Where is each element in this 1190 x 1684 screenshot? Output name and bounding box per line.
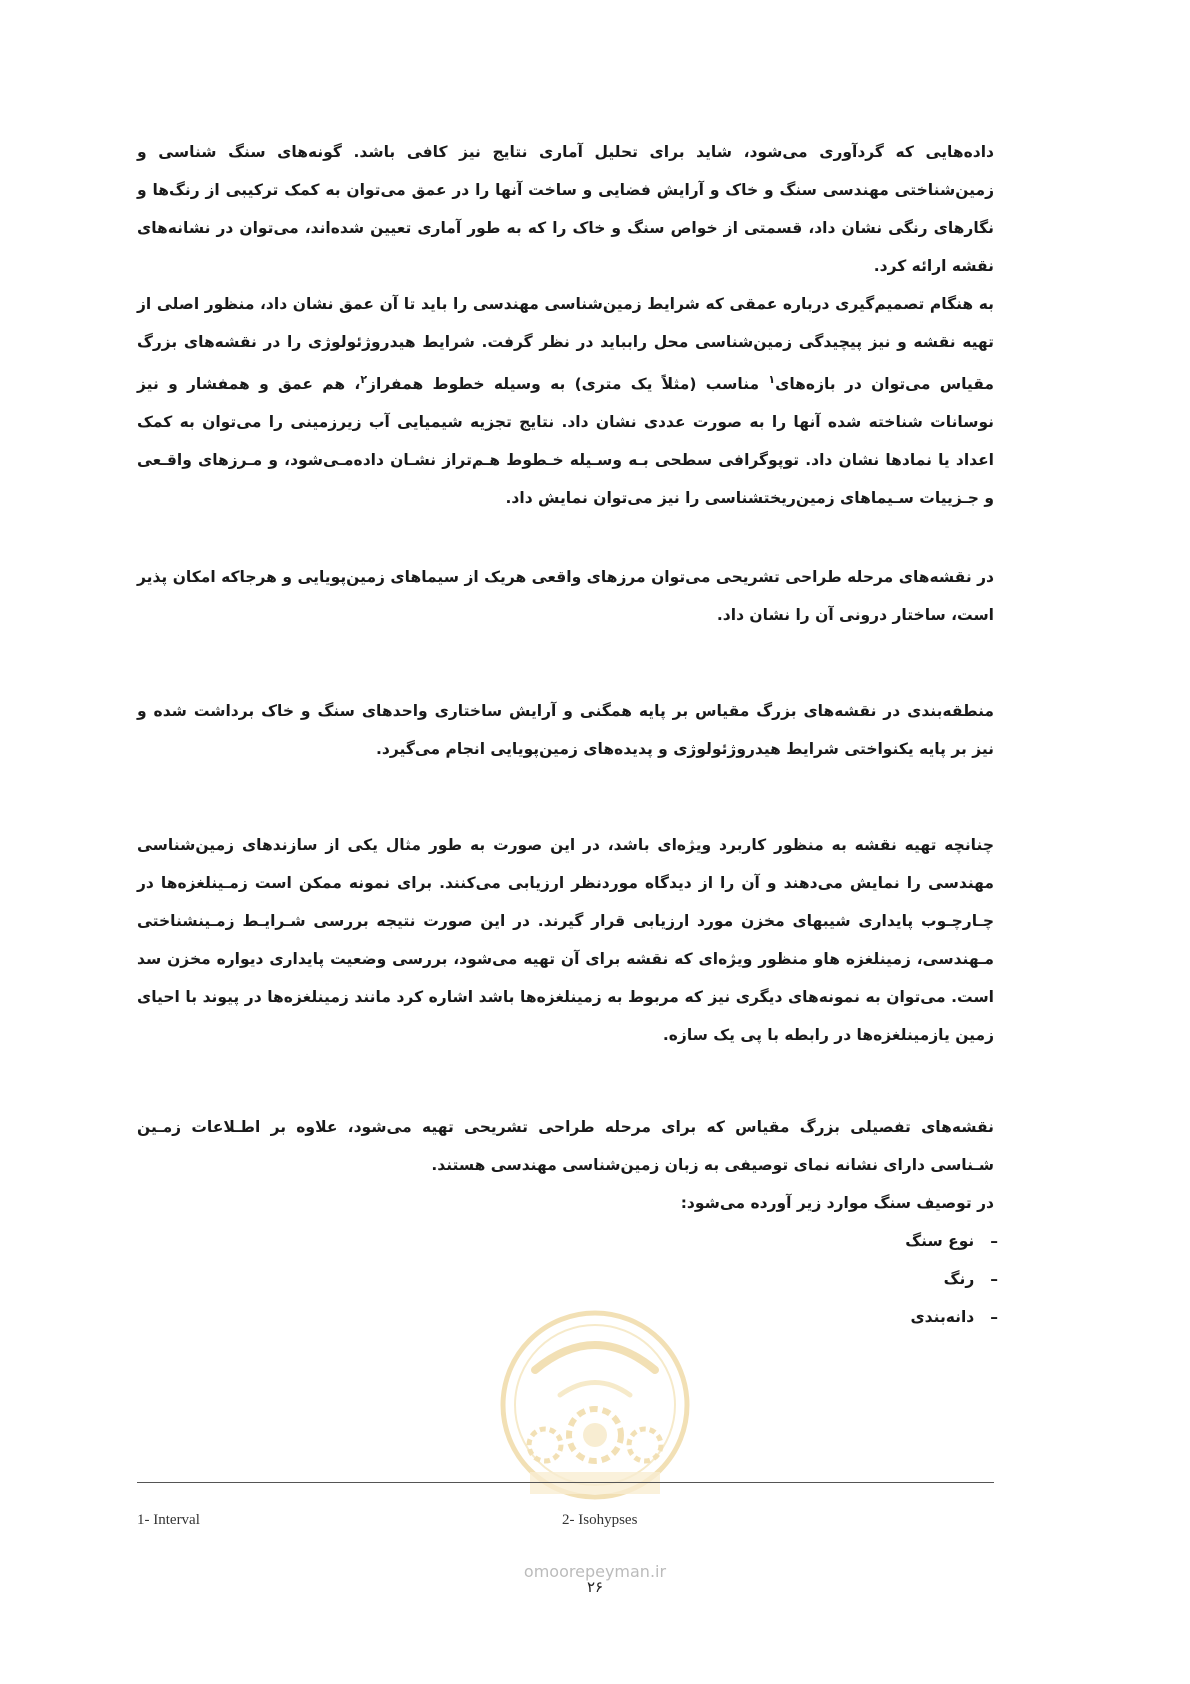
list-item-text: رنگ	[943, 1270, 975, 1288]
list-item-text: دانه‌بندی	[910, 1308, 975, 1326]
paragraph-2-part1: به هنگام تصمیم‌گیری درباره عمقی که شرایط زمین‌شناسی مهندسی را باید تا آن عمق نشان داد، منظور اصلی از تهیه نقشه و نیز پیچیدگی زمین‌شناسی محل رابباید در نظر گرفت. شرایط هیدروژئولوژی را در نقشه‌های بزرگ مقیاس می‌توان در بازه‌های	[137, 295, 994, 394]
paragraph-5: چنانچه تهیه نقشه به منظور کاربرد ویژه‌ای باشد، در این صورت به طور مثال یکی از سازندهای زمین‌شناسی مهندسی را نمایش می‌دهند و آن را از دیدگاه موردنظر ارزیابی می‌کنند. برای نمونه ممکن است زمـینلغزه‌ها در چـارچـوب پایداری شیبهای مخزن مورد ارزیابی قرار گیرند. در این صورت نتیجه بررسی شـرایـط زمـینشناختی مـهندسی، زمینلغزه هاو منظور ویژه‌ای که نقشه برای آن تهیه می‌شود، بررسی وضعیت پایداری دیواره مخزن سد است. می‌توان به نمونه‌های دیگری نیز که مربوط به زمینلغزه‌ها باشد اشاره کرد مانند زمینلغزه‌ها در پیوند با احیای زمین یازمینلغزه‌ها در رابطه با پی یک سازه.	[137, 836, 994, 1044]
paragraph-1: داده‌هایی که گردآوری می‌شود، شاید برای تحلیل آماری نتایج نیز کافی باشد. گونه‌های سنگ شناسی و زمین‌شناختی مهندسی سنگ و خاک و آرایش فضایی و ساخت آنها را در عمق می‌توان به کمک ترکیبی از رنگ‌ها و نگارهای رنگی نشان داد، قسمتی از خواص سنگ و خاک را که به طور آماری تعیین شده‌اند، می‌توان در نشانه‌های نقشه ارائه کرد.	[137, 143, 994, 275]
list-item-text: نوع سنگ	[905, 1232, 975, 1250]
body-text-4	[137, 826, 994, 1054]
list-dash: –	[990, 1308, 998, 1326]
paragraph-2-part2: مناسب (مثلاً یک متری) به وسیله خطوط همفراز	[367, 375, 769, 394]
rock-description-list	[905, 1222, 998, 1336]
list-item	[905, 1222, 998, 1260]
footnote-2: 2- Isohypses	[562, 1512, 638, 1528]
list-item	[905, 1298, 998, 1336]
paragraph-4: منطقه‌بندی در نقشه‌های بزرگ مقیاس بر پایه همگنی و آرایش ساختاری واحدهای سنگ و خاک برداشت شده و نیز بر پایه یکنواختی شرایط هیدروژئولوژی و پدیده‌های زمین‌پویایی انجام می‌گیرد.	[137, 702, 994, 758]
footnote-ref-2: ۲	[360, 373, 368, 386]
watermark-site: omoorepeyman.ir	[523, 1562, 667, 1581]
list-dash: –	[990, 1232, 998, 1250]
page-number: ۲۶	[586, 1578, 604, 1596]
body-text	[137, 133, 994, 517]
footnote-1: 1- Interval	[137, 1512, 200, 1528]
body-text-3	[137, 692, 994, 768]
body-text-2	[137, 558, 994, 634]
paragraph-6: نقشه‌های تفصیلی بزرگ مقیاس که برای مرحله طراحی تشریحی تهیه می‌شود، علاوه بر اطـلاعات زمـین شـناسی دارای نشانه نمای توصیفی به زبان زمین‌شناسی مهندسی هستند.	[137, 1118, 994, 1174]
watermark-logo	[490, 1300, 700, 1540]
list-item	[905, 1260, 998, 1298]
footnote-ref-1: ۱	[768, 373, 776, 386]
paragraph-7: در توصیف سنگ موارد زیر آورده می‌شود:	[680, 1194, 994, 1212]
body-text-5	[137, 1108, 994, 1222]
paragraph-2	[137, 285, 994, 517]
paragraph-3: در نقشه‌های مرحله طراحی تشریحی می‌توان مرزهای واقعی هریک از سیماهای زمین‌پویایی و هرجاکه امکان پذیر است، ساختار درونی آن را نشان داد.	[137, 568, 994, 624]
list-dash: –	[990, 1270, 998, 1288]
paragraph-2-part3: ، هم عمق و همفشار و نیز نوسانات شناخته شده آنها را به صورت عددی نشان داد. نتایج تجزیه شیمیایی آب زیرزمینی را می‌توان به کمک اعداد یا نمادها نشان داد. توپوگرافی سطحی بـه وسـیله خـطوط هـم‌تراز نشـان داده‌مـی‌شود، و مـرزهای واقـعی و جـزییات سـیماهای زمین‌ریختشناسی را نیز می‌توان نمایش داد.	[137, 375, 994, 508]
footnote-divider	[137, 1482, 994, 1483]
